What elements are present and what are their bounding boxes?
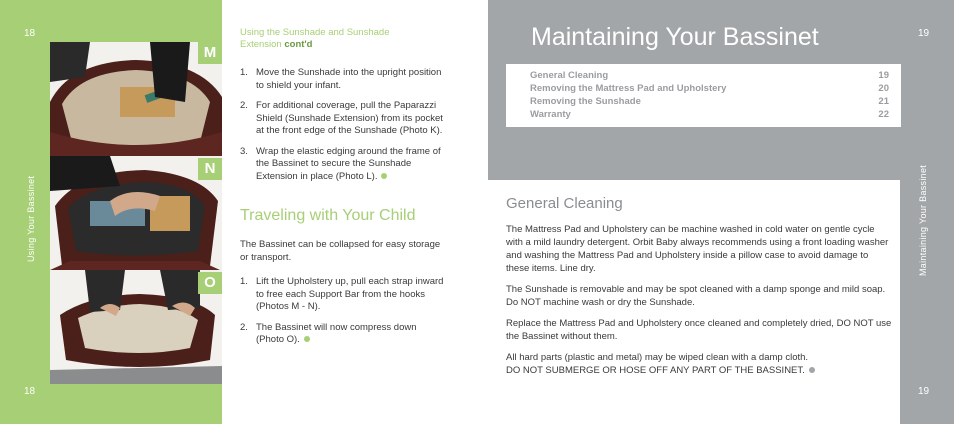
toc-item[interactable]: Warranty 22 [530, 109, 889, 120]
page-title: Maintaining Your Bassinet [531, 23, 819, 51]
end-bullet-icon [304, 336, 310, 342]
toc-item[interactable]: General Cleaning 19 [530, 70, 889, 81]
photo-o [50, 270, 222, 384]
section-title: General Cleaning [506, 195, 623, 212]
paragraph: All hard parts (plastic and metal) may be wiped clean with a damp cloth. DO NOT SUBMERGE OR HOSE OFF ANY PART OF THE BASSINET. [506, 351, 892, 377]
end-bullet-icon [381, 173, 387, 179]
toc-item[interactable]: Removing the Sunshade 21 [530, 96, 889, 107]
photo-m [50, 42, 222, 156]
list-item: 1. Move the Sunshade into the upright position to shield your infant. [240, 67, 442, 91]
toc-item[interactable]: Removing the Mattress Pad and Upholstery 20 [530, 83, 889, 94]
side-section-label: Maintaining Your Bassinet [918, 164, 928, 276]
general-cleaning-section [506, 195, 892, 385]
photo-label-o: O [198, 272, 222, 294]
page-number: 19 [918, 386, 930, 397]
list-item: 2. The Bassinet will now compress down (Photo O). [240, 321, 417, 345]
list-item: 3. Wrap the elastic edging around the frame of the Bassinet to secure the Sunshade Extension in place (Photo L). [240, 145, 441, 182]
page-number: 18 [24, 386, 36, 397]
page-number: 19 [918, 28, 930, 39]
end-bullet-icon [809, 367, 815, 373]
photo-n [50, 156, 222, 270]
paragraph: The Sunshade is removable and may be spot cleaned with a damp sponge and mild soap. Do NOT machine wash or dry the Sunshade. [506, 284, 886, 308]
paragraph: The Mattress Pad and Upholstery can be machine washed in cold water on gentle cycle with a mild laundry detergent. Orbit Baby always recommends using a front loading washer and washing the Mattress Pad and Upholstery inside a pillow case to avoid damage to these items. Line dry. [506, 224, 889, 274]
instructions-column [240, 27, 445, 355]
section-caption: Using the Sunshade and Sunshade Extension cont'd [240, 27, 390, 50]
sunshade-steps [240, 67, 445, 183]
list-item: 1. Lift the Upholstery up, pull each strap inward to free each Support Bar from the hooks (Photos M - N). [240, 276, 444, 312]
intro-paragraph: The Bassinet can be collapsed for easy storage or transport. [240, 239, 441, 263]
travel-steps [240, 276, 445, 347]
photo-label-n: N [198, 158, 222, 180]
paragraph: Replace the Mattress Pad and Upholstery once cleaned and completely dried, DO NOT use the Bassinet without them. [506, 318, 892, 342]
photo-label-m: M [198, 42, 222, 64]
page-number: 18 [24, 28, 36, 39]
list-item: 2. For additional coverage, pull the Paparazzi Shield (Sunshade Extension) from its pocket at the front edge of the Sunshade (Photo K). [240, 100, 443, 136]
table-of-contents [506, 64, 901, 127]
section-title: Traveling with Your Child [240, 207, 416, 224]
side-section-label: Using Your Bassinet [26, 175, 36, 262]
